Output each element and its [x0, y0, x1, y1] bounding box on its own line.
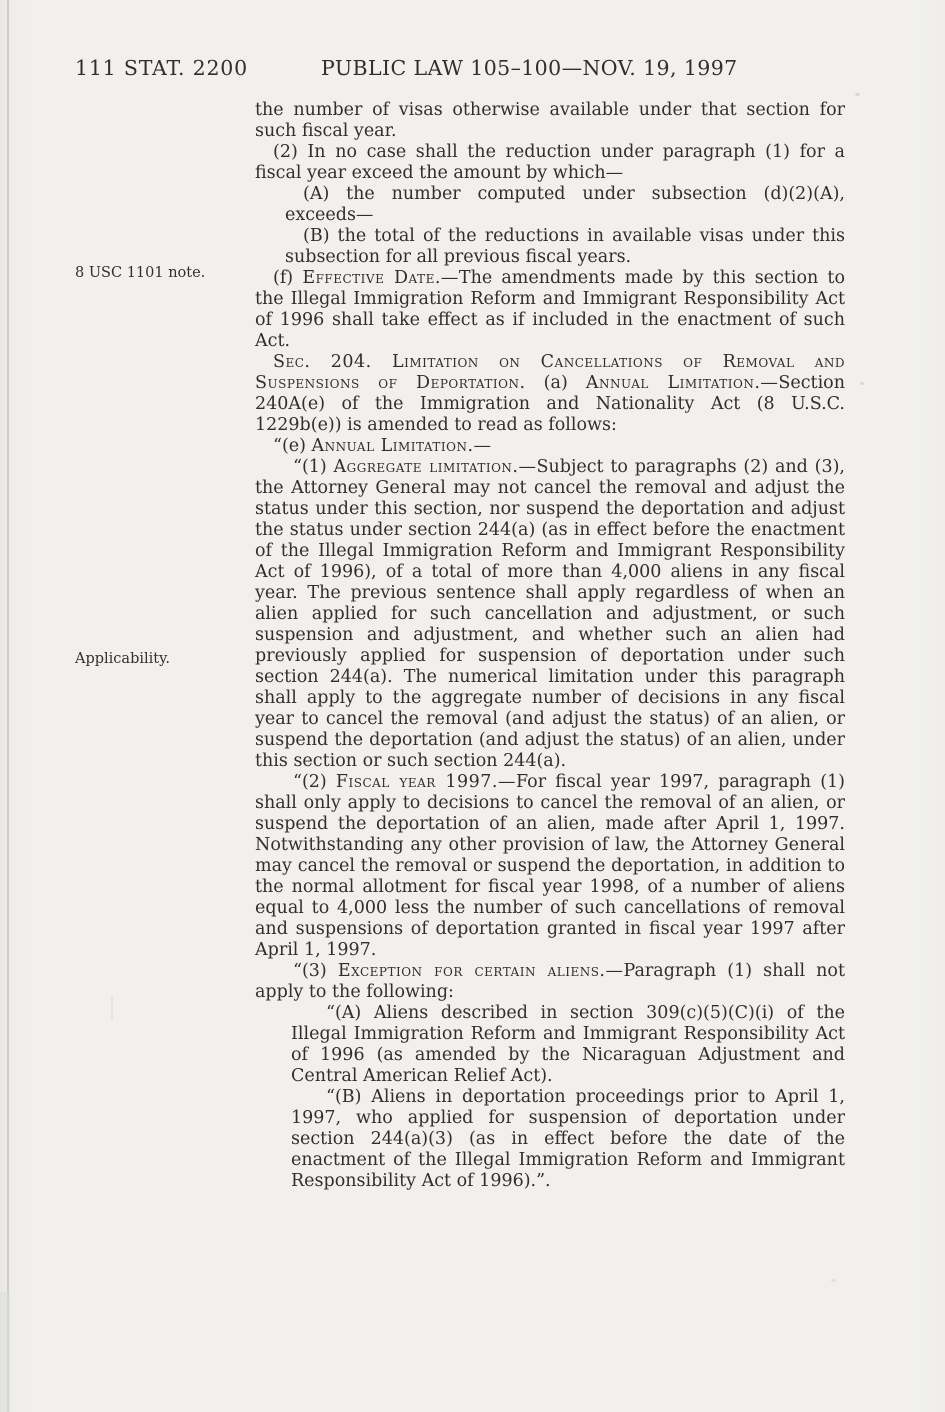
- scan-artifact: [860, 382, 864, 385]
- statute-page-number: 111 STAT. 2200: [75, 56, 248, 80]
- public-law-running-head: PUBLIC LAW 105–100—NOV. 19, 1997: [321, 56, 738, 80]
- quoted-paragraph-3-exception: “(3) Exception for certain aliens.—Paragraph (1) shall not apply to the following:: [255, 961, 846, 1002]
- continuation-text: the number of visas otherwise available under that section for such fiscal year.: [255, 100, 845, 141]
- quoted-subparagraph-a: “(A) Aliens described in section 309(c)(5)(C)(i) of the Illegal Immigration Reform and Immigrant Responsibility Act of 1996 (as amended by the Nicaraguan Adjustment and Central American Relief Act).: [291, 1003, 845, 1086]
- statute-body-column: [255, 100, 845, 1192]
- scan-artifact: [855, 93, 860, 96]
- scan-binding-edge: [7, 0, 9, 1412]
- scan-artifact: [111, 995, 113, 1021]
- scan-shade: [0, 1292, 10, 1412]
- sec-204-heading-paragraph: Sec. 204. Limitation on Cancellations of Removal and Suspensions of Deportation. (a) Annual Limitation.—Section 240A(e) of the Immigration and Nationality Act (8 U.S.C. 1229b(e)) is amended to read as follows:: [255, 352, 845, 435]
- margin-note-usc-citation: 8 USC 1101 note.: [75, 265, 206, 281]
- quoted-paragraph-2-fiscal-year-1997: “(2) Fiscal year 1997.—For fiscal year 1997, paragraph (1) shall only apply to decisions to cancel the removal of an alien, or suspend the deportation of an alien, made after April 1, 1997. Notwithstanding any other provision of law, the Attorney General may cancel the removal or suspend the deportation, in addition to the normal allotment for fiscal year 1998, of a number of aliens equal to 4,000 less the number of such cancellations of removal and suspensions of deportation granted in fiscal year 1997 after April 1, 1997.: [255, 772, 845, 960]
- scan-artifact: [831, 1279, 836, 1282]
- margin-note-applicability: Applicability.: [75, 651, 170, 667]
- subparagraph-a: (A) the number computed under subsection (d)(2)(A), exceeds—: [285, 184, 845, 225]
- subparagraph-b: (B) the total of the reductions in available visas under this subsection for all previous fiscal years.: [285, 226, 845, 267]
- quoted-subparagraph-b: “(B) Aliens in deportation proceedings prior to April 1, 1997, who applied for suspension of deportation under section 244(a)(3) (as in effect before the date of the enactment of the Illegal Immigration Reform and Immigrant Responsibility Act of 1996).”.: [291, 1087, 845, 1191]
- quoted-paragraph-1-aggregate-limitation: “(1) Aggregate limitation.—Subject to paragraphs (2) and (3), the Attorney General may not cancel the removal and adjust the status under this section, nor suspend the deportation and adjust the status under section 244(a) (as in effect before the enactment of the Illegal Immigration Reform and Immigrant Responsibility Act of 1996), of a total of more than 4,000 aliens in any fiscal year. The previous sentence shall apply regardless of when an alien applied for such cancellation and adjustment, or such suspension and adjustment, and whether such an alien had previously applied for suspension of deportation under such section 244(a). The numerical limitation under this paragraph shall apply to the aggregate number of decisions in any fiscal year to cancel the removal (and adjust the status) of an alien, or suspend the deportation (and adjust the status) of an alien, under this section or such section 244(a).: [255, 457, 845, 771]
- paragraph-2: (2) In no case shall the reduction under paragraph (1) for a fiscal year exceed the amount by which—: [255, 142, 845, 183]
- quoted-subsection-e: “(e) Annual Limitation.—: [273, 436, 492, 456]
- paragraph-f-effective-date: (f) Effective Date.—The amendments made by this section to the Illegal Immigration Reform and Immigrant Responsibility Act of 1996 shall take effect as if included in the enactment of such Act.: [255, 268, 846, 351]
